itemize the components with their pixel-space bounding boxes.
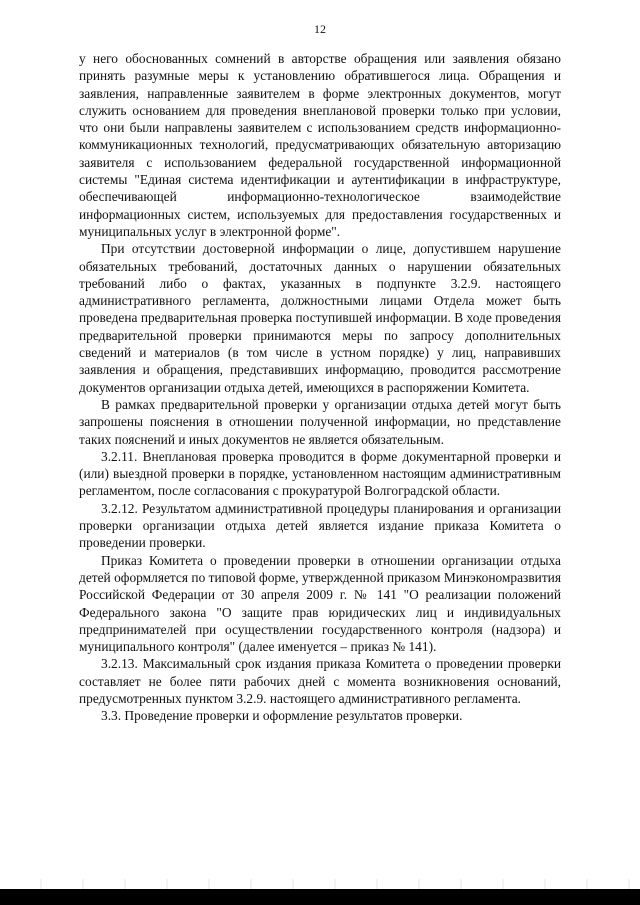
paragraph-3-3-heading: 3.3. Проведение проверки и оформление результатов проверки. xyxy=(101,708,463,724)
scan-edge-bar xyxy=(0,889,640,905)
paragraph-3-2-13: 3.2.13. Максимальный срок издания приказа Комитета о проведении проверки составляет не более пяти рабочих дней с момента возникновения оснований, предусмотренных пунктом 3.2.9. настоящего административного регламента. xyxy=(79,656,561,706)
paragraph-order-form: Приказ Комитета о проведении проверки в отношении организации отдыха детей оформляется по типовой форме, утвержденной приказом Минэкономразвития Российской Федерации от 30 апреля 2009 г. № 141 "О реализации положений Федерального закона "О защите прав юридических лиц и индивидуальных предпринимателей при осуществлении государственного контроля (надзора) и муниципального контроля" (далее именуется – приказ № 141). xyxy=(79,552,561,655)
paragraph-3-2-11: 3.2.11. Внеплановая проверка проводится в форме документарной проверки и (или) выездной проверки в порядке, установленном настоящим административным регламентом, после согласования с прокуратурой Волгоградской области. xyxy=(79,448,561,499)
scan-artifact xyxy=(0,879,640,889)
paragraph-no-reliable-info: При отсутствии достоверной информации о лице, допустившем нарушение обязательных требований, достаточных данных о нарушении обязательных требований либо о фактах, указанных в подпункте 3.2.9. настоящего административного регламента, должностными лицами Отдела может быть проведена предварительная проверка поступившей информации. В ходе проведения предварительной проверки принимаются меры по запросу дополнительных сведений и материалов (в том числе в устном порядке) у лиц, направивших заявления и обращения, представивших информацию, проводится рассмотрение документов организации отдыха детей, имеющихся в распоряжении Комитета. xyxy=(79,241,561,395)
page-number: 12 xyxy=(314,22,326,36)
paragraph-preliminary-check: В рамках предварительной проверки у организации отдыха детей могут быть запрошены пояснения в отношении полученной информации, но представление таких пояснений и иных документов не является обязательным. xyxy=(79,396,561,447)
paragraph-3-2-12: 3.2.12. Результатом административной процедуры планирования и организации проверки организации отдыха детей является издание приказа Комитета о проведении проверки. xyxy=(79,500,561,551)
paragraph-continuation: у него обоснованных сомнений в авторстве обращения или заявления обязано принять разумные меры к установлению обратившегося лица. Обращения и заявления, направленные заявителем в форме электронных документов, могут служить основанием для проведения внеплановой проверки только при условии, что они были направлены заявителем с использованием средств информационно-коммуникационных технологий, предусматривающих обязательную авторизацию заявителя с использованием федеральной государственной информационной системы "Единая система идентификации и аутентификации в инфраструктуре, обеспечивающей информационно-технологическое взаимодействие информационных систем, используемых для предоставления государственных и муниципальных услуг в электронной форме". xyxy=(79,51,561,239)
document-body xyxy=(79,50,561,725)
